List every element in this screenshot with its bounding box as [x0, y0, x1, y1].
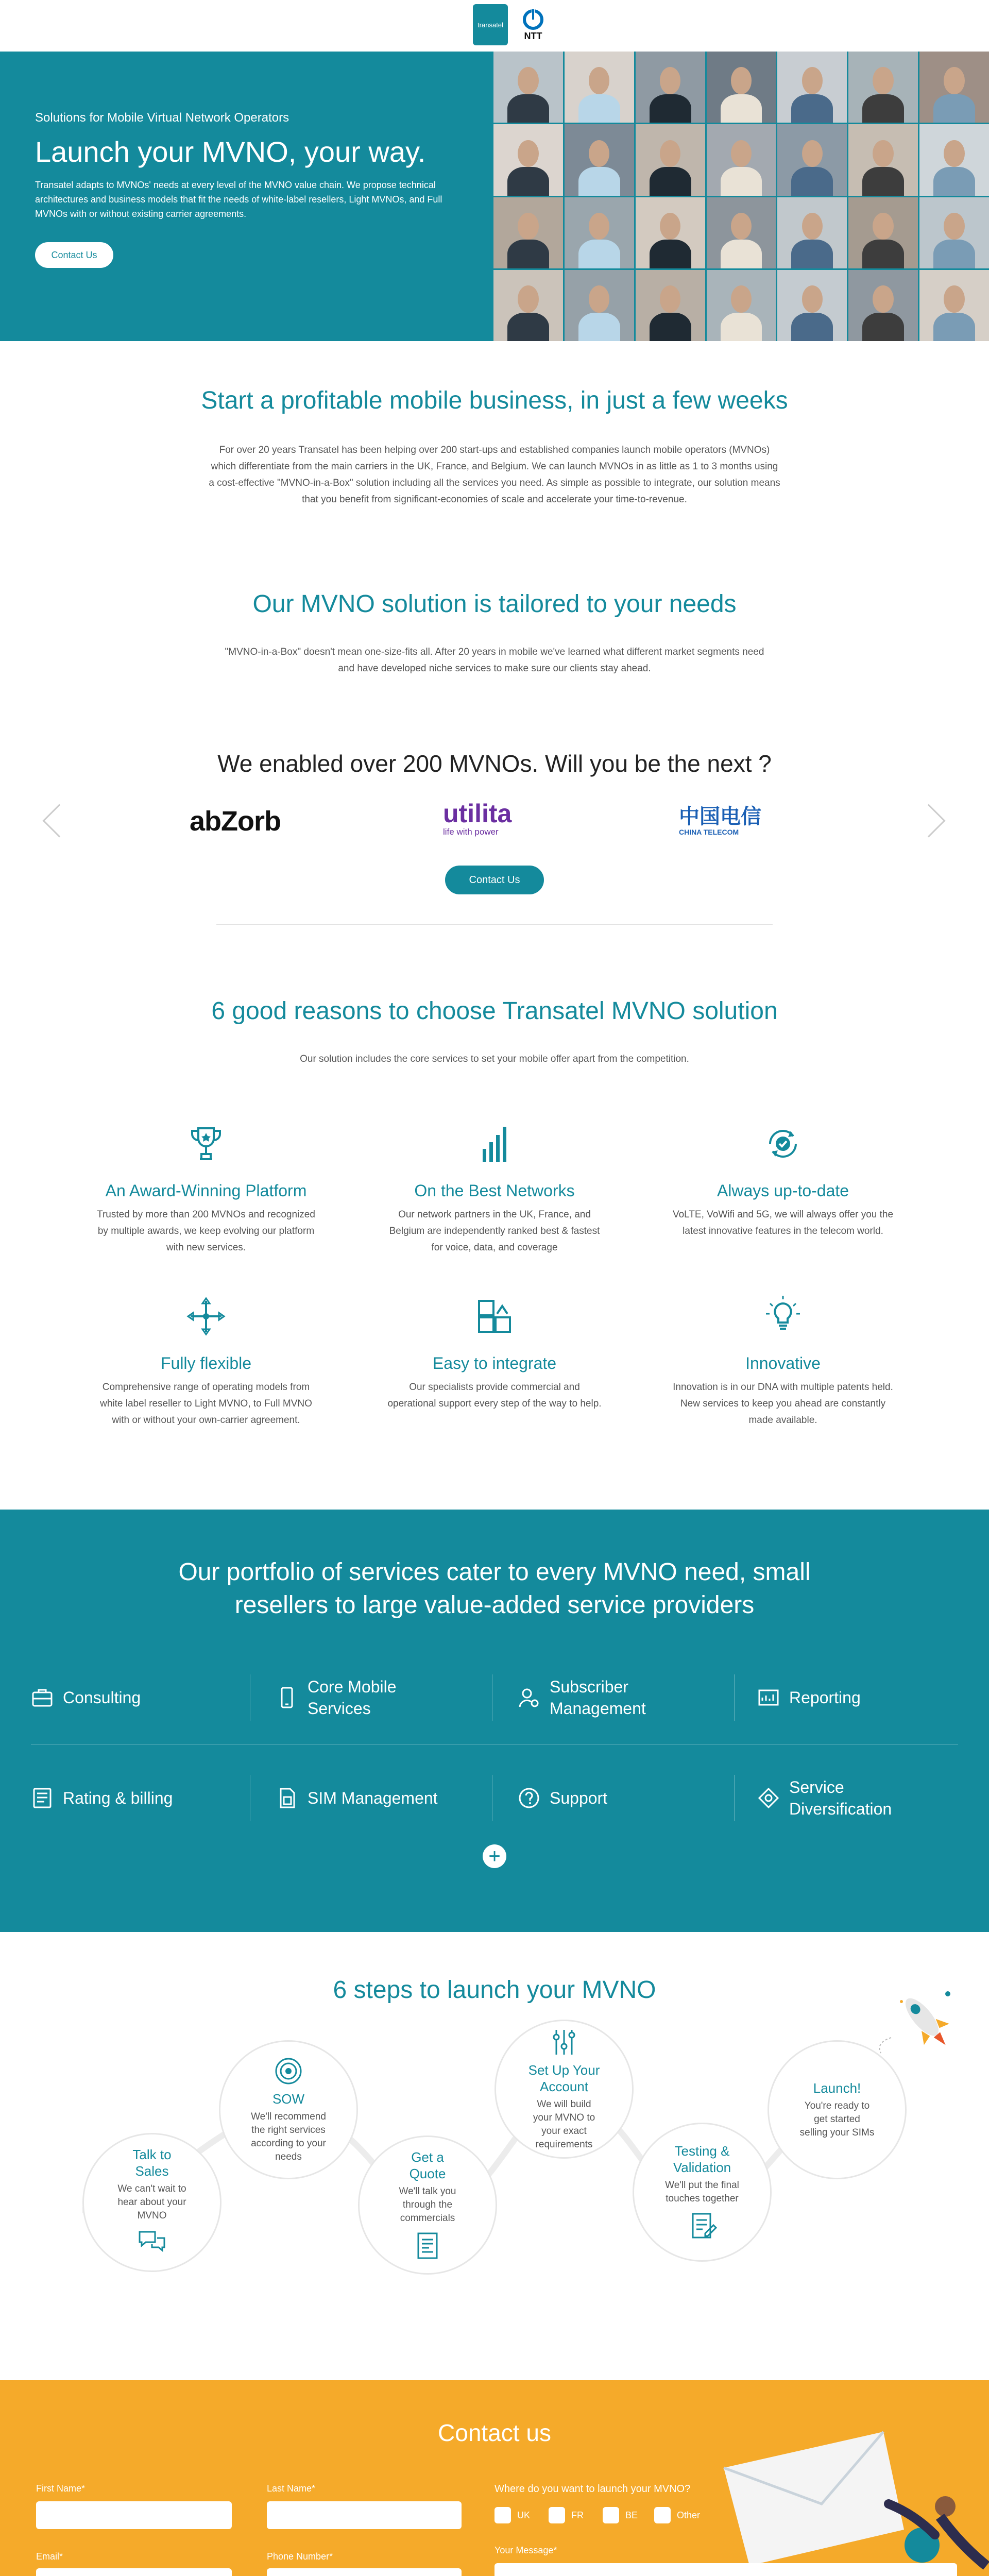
portfolio-item[interactable] — [757, 1775, 974, 1821]
step-text-line: requirements — [535, 2139, 593, 2150]
step-title-line2: Sales — [135, 2163, 169, 2179]
photo-face — [660, 67, 680, 94]
portfolio-item-label — [789, 1776, 892, 1820]
reason-title: Easy to integrate — [432, 1354, 557, 1372]
photo-face — [873, 140, 893, 167]
hero-person-photo — [636, 52, 705, 123]
hero-person-photo — [707, 52, 776, 123]
step-title-line2: Quote — [409, 2166, 446, 2181]
reason-title: Innovative — [745, 1354, 821, 1372]
reason-text: Trusted by more than 200 MVNOs and recognized by multiple awards, we keep evolving our platform with new services. — [97, 1209, 315, 1253]
target-icon — [273, 2056, 304, 2087]
checklist-icon — [687, 2211, 718, 2242]
china-telecom-chinese: 中国电信 — [679, 805, 761, 828]
photo-body — [862, 94, 904, 123]
hero-pretitle: Solutions for Mobile Virtual Network Operators — [35, 111, 289, 125]
phone-label: Phone Number* — [267, 2551, 333, 2562]
email-label: Email* — [36, 2551, 63, 2562]
step-text — [533, 2098, 595, 2151]
reason-card — [72, 1121, 340, 1256]
hero-text: Transatel adapts to MVNOs' needs at every level of the MVNO value chain. We propose technical architectures and business models that fit the needs of white-label resellers, Light MVNOs, and Full MVNOs with or without existing carrier agreements. — [35, 180, 442, 219]
photo-body — [507, 167, 549, 195]
utilita-wordmark: utilita — [443, 799, 512, 828]
hero-person-photo — [777, 124, 847, 195]
portfolio-title-line1: Our portfolio of services cater to every MVNO need, small — [178, 1558, 811, 1586]
step-text-line: your exact — [541, 2126, 587, 2137]
portfolio-label-line2: Services — [308, 1699, 371, 1718]
step-text — [665, 2179, 739, 2206]
reason-text: Our specialists provide commercial and operational support every step of the way to help. — [387, 1382, 602, 1409]
reasons-subtitle: Our solution includes the core services to set your mobile offer apart from the competition. — [300, 1054, 689, 1064]
hero-person-photo — [848, 52, 918, 123]
portfolio-item[interactable] — [31, 1674, 247, 1721]
step-text-line: your MVNO to — [533, 2112, 595, 2123]
step-card — [768, 2040, 907, 2179]
step-text-line: We can't wait to — [117, 2183, 186, 2194]
photo-face — [660, 285, 680, 313]
clients-title: We enabled over 200 MVNOs. Will you be the next ? — [217, 750, 772, 777]
portfolio-divider — [734, 1674, 735, 1721]
step-text-line: touches together — [666, 2193, 739, 2204]
hero-person-photo — [919, 52, 989, 123]
photo-face — [660, 213, 680, 240]
signal-bars-icon — [471, 1121, 518, 1167]
portfolio-item[interactable] — [276, 1674, 492, 1721]
where-label: Where do you want to launch your MVNO? — [494, 2483, 691, 2495]
refresh-check-icon — [760, 1121, 806, 1167]
step-title-line1: Launch! — [813, 2080, 861, 2096]
client-logo-utilita — [443, 800, 546, 837]
country-label: UK — [517, 2510, 531, 2520]
hero-person-photo — [707, 197, 776, 268]
photo-face — [944, 213, 964, 240]
move-arrows-icon — [183, 1293, 229, 1340]
reporting-icon — [757, 1686, 780, 1709]
step-title-line1: Get a — [411, 2149, 444, 2165]
hero-person-photo — [777, 52, 847, 123]
reason-text: VoLTE, VoWifi and 5G, we will always offer you the latest innovative features in the telecom world. — [672, 1209, 894, 1236]
hero-person-photo — [565, 52, 634, 123]
reason-card — [361, 1121, 628, 1256]
photo-face — [518, 140, 538, 167]
step-title-line1: Testing & — [674, 2143, 730, 2159]
step-text-line: We will build — [537, 2099, 591, 2110]
photo-body — [791, 167, 833, 195]
hero-person-photo — [919, 124, 989, 195]
step-card — [219, 2040, 358, 2179]
reason-title: On the Best Networks — [414, 1181, 575, 1200]
step-title-line1: Talk to — [132, 2147, 172, 2162]
client-logo-abzorb: abZorb — [190, 806, 281, 837]
photo-face — [589, 213, 609, 240]
hero-person-photo — [493, 52, 563, 123]
step-text-line: We'll talk you — [399, 2186, 456, 2197]
hero-person-photo — [565, 197, 634, 268]
photo-face — [802, 213, 823, 240]
step-title-line1: SOW — [272, 2091, 305, 2107]
step-card — [358, 2136, 497, 2275]
hero-person-photo — [777, 197, 847, 268]
hero-person-photo — [493, 124, 563, 195]
hero-photo-grid — [493, 52, 989, 341]
portfolio-title-line2: resellers to large value-added service providers — [234, 1591, 755, 1619]
photo-body — [933, 167, 975, 195]
message-label: Your Message* — [494, 2545, 557, 2555]
step-text-line: We'll recommend — [251, 2111, 326, 2122]
clients-contact-button[interactable]: Contact Us — [445, 866, 544, 894]
intro-title: Start a profitable mobile business, in just a few weeks — [201, 387, 788, 414]
tailored-text: "MVNO-in-a-Box" doesn't mean one-size-fits all. After 20 years in mobile we've learned what different market segments need and have developed niche services to make sure our clients stay ahead. — [225, 647, 764, 674]
photo-body — [862, 167, 904, 195]
photo-face — [518, 67, 538, 94]
step-text-line: through the — [402, 2199, 453, 2210]
country-checkbox-be[interactable] — [603, 2507, 619, 2523]
portfolio-item-label — [550, 1676, 646, 1719]
portfolio-item[interactable] — [276, 1775, 492, 1821]
portfolio-label-line2: Diversification — [789, 1800, 892, 1818]
lightbulb-icon — [760, 1293, 806, 1340]
photo-body — [721, 240, 762, 268]
photo-face — [731, 285, 752, 313]
photo-body — [650, 313, 691, 341]
hero-person-photo — [707, 124, 776, 195]
photo-body — [721, 313, 762, 341]
photo-face — [589, 140, 609, 167]
reasons-title: 6 good reasons to choose Transatel MVNO solution — [211, 997, 778, 1025]
photo-face — [731, 213, 752, 240]
photo-body — [578, 240, 620, 268]
photo-body — [650, 94, 691, 123]
portfolio-item-label — [63, 1787, 173, 1809]
hero-title: Launch your MVNO, your way. — [35, 135, 426, 168]
photo-face — [873, 285, 893, 313]
client-logo-china-telecom — [679, 805, 803, 836]
last-name-input[interactable] — [267, 2501, 462, 2529]
divider — [216, 924, 773, 925]
ntt-logo-text: NTT — [524, 30, 542, 41]
phone-input[interactable] — [267, 2568, 462, 2576]
portfolio-label-line1: Core Mobile — [308, 1677, 397, 1696]
photo-body — [507, 313, 549, 341]
portfolio-label-line1: Reporting — [789, 1688, 861, 1707]
step-text — [251, 2110, 326, 2164]
photo-body — [862, 240, 904, 268]
transatel-logo-text: transatel — [478, 21, 503, 29]
step-title — [528, 2062, 600, 2095]
briefcase-icon — [31, 1686, 54, 1709]
step-card — [494, 2020, 634, 2159]
utilita-tagline: life with power — [443, 827, 499, 837]
envelope-illustration-icon — [719, 2427, 989, 2576]
photo-body — [791, 313, 833, 341]
step-text-line: We'll put the final — [665, 2180, 739, 2191]
hero-person-photo — [919, 197, 989, 268]
sim-icon — [276, 1787, 298, 1809]
step-title — [272, 2091, 304, 2107]
tailored-title: Our MVNO solution is tailored to your needs — [252, 590, 737, 618]
portfolio-item-label — [550, 1787, 607, 1809]
step-text-line: You're ready to — [804, 2100, 870, 2111]
step-text-line: the right services — [251, 2125, 326, 2136]
hero-person-photo — [848, 270, 918, 341]
step-text-line: commercials — [400, 2213, 455, 2224]
photo-face — [589, 285, 609, 313]
portfolio-item[interactable] — [518, 1674, 734, 1721]
ntt-ring-icon — [522, 8, 544, 31]
photo-body — [933, 240, 975, 268]
country-checkbox-uk[interactable] — [494, 2507, 511, 2523]
photo-body — [507, 240, 549, 268]
step-card — [633, 2123, 772, 2262]
photo-face — [802, 67, 823, 94]
rocket-illustration-icon — [871, 1981, 963, 2058]
reason-card — [649, 1121, 917, 1240]
step-title — [673, 2143, 731, 2176]
step-text-line: selling your SIMs — [799, 2127, 875, 2138]
photo-body — [578, 313, 620, 341]
portfolio-label-line1: Rating & billing — [63, 1789, 173, 1807]
photo-face — [873, 213, 893, 240]
photo-face — [518, 213, 538, 240]
hero-person-photo — [493, 197, 563, 268]
portfolio-title — [0, 1556, 989, 1622]
step-text — [800, 2099, 875, 2140]
country-label: BE — [625, 2510, 638, 2520]
photo-body — [791, 94, 833, 123]
portfolio-label-line1: Consulting — [63, 1688, 141, 1707]
portfolio-label-line1: Service — [789, 1778, 844, 1797]
photo-body — [650, 167, 691, 195]
steps-title: 6 steps to launch your MVNO — [333, 1976, 656, 2004]
portfolio-label-line1: SIM Management — [308, 1789, 438, 1807]
sliders-icon — [549, 2027, 579, 2058]
hero-person-photo — [493, 270, 563, 341]
hero-person-photo — [636, 270, 705, 341]
photo-face — [944, 67, 964, 94]
step-title — [132, 2146, 171, 2179]
photo-body — [933, 313, 975, 341]
step-title — [813, 2080, 861, 2096]
carousel-prev-icon[interactable] — [42, 804, 76, 837]
contact-title: Contact us — [438, 2419, 551, 2446]
portfolio-label-line1: Subscriber — [550, 1677, 628, 1696]
country-checkbox-other[interactable] — [654, 2507, 671, 2523]
step-title-line2: Validation — [673, 2160, 731, 2175]
transatel-logo[interactable] — [473, 4, 508, 45]
step-text-line: needs — [275, 2151, 302, 2162]
photo-body — [791, 240, 833, 268]
step-text-line: MVNO — [137, 2210, 167, 2221]
user-gear-icon — [518, 1686, 540, 1709]
photo-face — [944, 140, 964, 167]
photo-face — [518, 285, 538, 313]
portfolio-label-line2: Management — [550, 1699, 646, 1718]
hero-person-photo — [848, 124, 918, 195]
photo-body — [862, 313, 904, 341]
hero-person-photo — [565, 124, 634, 195]
photo-face — [731, 140, 752, 167]
hero-person-photo — [848, 197, 918, 268]
photo-body — [578, 94, 620, 123]
hero-person-photo — [777, 270, 847, 341]
step-title-line1: Set Up Your — [528, 2062, 600, 2078]
billing-icon — [31, 1787, 54, 1809]
phone-icon — [276, 1686, 298, 1709]
portfolio-item[interactable] — [518, 1775, 734, 1821]
last-name-label: Last Name* — [267, 2483, 316, 2494]
step-title-line2: Account — [540, 2079, 588, 2094]
chat-bubbles-icon — [137, 2228, 167, 2259]
reason-card — [72, 1293, 340, 1429]
reason-text: Innovation is in our DNA with multiple patents held. New services to keep you ahead are constantly made available. — [673, 1382, 893, 1426]
expand-plus-button[interactable]: + — [483, 1844, 506, 1868]
photo-body — [507, 94, 549, 123]
photo-face — [660, 140, 680, 167]
photo-body — [650, 240, 691, 268]
trophy-icon — [183, 1121, 229, 1167]
hero-person-photo — [636, 124, 705, 195]
photo-body — [721, 94, 762, 123]
message-textarea[interactable] — [494, 2563, 957, 2576]
reason-card — [649, 1293, 917, 1429]
reason-text: Our network partners in the UK, France, and Belgium are independently ranked best & fastest for voice, data, and coverage — [389, 1209, 600, 1253]
portfolio-divider — [734, 1775, 735, 1821]
step-text — [399, 2185, 456, 2225]
step-title — [410, 2149, 446, 2182]
photo-face — [873, 67, 893, 94]
portfolio-item-label — [789, 1687, 861, 1708]
step-text-line: get started — [814, 2114, 860, 2125]
reason-title: An Award-Winning Platform — [105, 1181, 307, 1200]
photo-face — [802, 285, 823, 313]
carousel-next-icon[interactable] — [912, 804, 945, 837]
country-label: Other — [677, 2510, 701, 2520]
portfolio-item[interactable] — [757, 1674, 974, 1721]
photo-body — [933, 94, 975, 123]
portfolio-item[interactable] — [31, 1775, 247, 1821]
help-icon — [518, 1787, 540, 1809]
step-text — [117, 2182, 186, 2223]
intro-text: For over 20 years Transatel has been helping over 200 start-ups and established companies launch mobile operators (MVNOs) which differentiate from the main carriers in the UK, France, and Belgium. We can launch MVNOs in as little as 1 to 3 months using a cost-effective "MVNO-in-a-Box" solution including all the services you need. As simple as possible to integrate, our solution means that you benefit from significant-economies of scale and accelerate your time-to-revenue. — [209, 445, 780, 505]
photo-body — [578, 167, 620, 195]
reason-text: Comprehensive range of operating models from white label reseller to Light MVNO, to Full MVNO with or without your own-carrier agreement. — [100, 1382, 312, 1426]
photo-face — [944, 285, 964, 313]
reason-title: Fully flexible — [160, 1354, 252, 1372]
first-name-input[interactable] — [36, 2501, 232, 2529]
portfolio-item-label — [308, 1676, 397, 1719]
reason-card — [361, 1293, 628, 1412]
step-text-line: according to your — [251, 2138, 326, 2149]
puzzle-icon — [471, 1293, 518, 1340]
hero-person-photo — [636, 197, 705, 268]
photo-body — [721, 167, 762, 195]
country-checkbox-fr[interactable] — [549, 2507, 565, 2523]
email-input[interactable] — [36, 2568, 232, 2576]
step-text-line: hear about your — [117, 2197, 186, 2208]
diversify-icon — [757, 1787, 780, 1809]
photo-face — [589, 67, 609, 94]
photo-face — [802, 140, 823, 167]
hero-person-photo — [565, 270, 634, 341]
hero-person-photo — [919, 270, 989, 341]
hero-contact-button[interactable]: Contact Us — [35, 242, 113, 268]
portfolio-item-label — [63, 1687, 141, 1708]
photo-face — [731, 67, 752, 94]
country-label: FR — [571, 2510, 584, 2520]
portfolio-item-label — [308, 1787, 438, 1809]
portfolio-label-line1: Support — [550, 1789, 608, 1807]
invoice-icon — [412, 2230, 443, 2261]
china-telecom-english: CHINA TELECOM — [679, 828, 739, 836]
hero-person-photo — [707, 270, 776, 341]
reason-title: Always up-to-date — [717, 1181, 849, 1200]
first-name-label: First Name* — [36, 2483, 86, 2494]
ntt-logo[interactable] — [518, 4, 549, 45]
step-card — [82, 2133, 221, 2272]
